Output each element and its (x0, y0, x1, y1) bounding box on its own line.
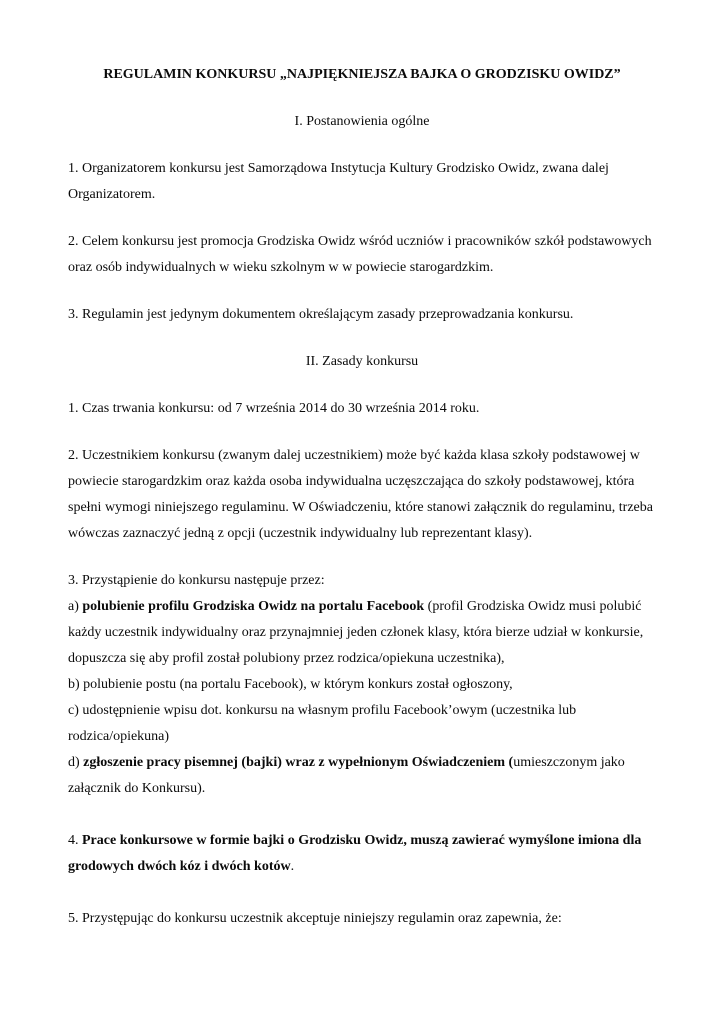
paragraph-s2-4-bold-text: Prace konkursowe w formie bajki o Grodzisku Owidz, muszą zawierać wymyślone imiona dla grodowych dwóch kóz i dwóch kotów (68, 833, 642, 874)
section-heading-1: I. Postanowienia ogólne (294, 114, 430, 129)
paragraph-s2-5: 5. Przystępując do konkursu uczestnik akceptuje niniejszy regulamin oraz zapewnia, że: (68, 911, 562, 926)
paragraph-s1-2: 2. Celem konkursu jest promocja Grodziska Owidz wśród uczniów i pracowników szkół podstawowych oraz osób indywidualnych w wieku szkolnym w w powiecie starogardzkim. (68, 234, 652, 275)
list-item-a-prefix: a) (68, 599, 83, 614)
paragraph-s1-3: 3. Regulamin jest jedynym dokumentem określającym zasady przeprowadzania konkursu. (68, 307, 574, 322)
list-item-a-bold-text: polubienie profilu Grodziska Owidz na portalu Facebook (82, 599, 425, 614)
paragraph-s2-4 (68, 828, 656, 880)
document-title: REGULAMIN KONKURSU „NAJPIĘKNIEJSZA BAJKA O GRODZISKU OWIDZ” (103, 67, 621, 82)
paragraph-s2-2: 2. Uczestnikiem konkursu (zwanym dalej uczestnikiem) może być każda klasa szkoły podstawowej w powiecie starogardzkim oraz każda osoba indywidualna uczęszczająca do szkoły podstawowej, która spełni wymogi niniejszego regulaminu. W Oświadczeniu, które stanowi załącznik do regulaminu, trzeba wówczas zaznaczyć jedną z opcji (uczestnik indywidualny lub reprezentant klasy). (68, 448, 653, 541)
list-item-d (68, 750, 656, 802)
paragraph-s1-1: 1. Organizatorem konkursu jest Samorządowa Instytucja Kultury Grodzisko Owidz, zwana dalej Organizatorem. (68, 161, 609, 202)
list-item-d-prefix: d) (68, 755, 84, 770)
list-item-d-rest-text: umieszczonym jako załącznik do Konkursu). (68, 755, 625, 796)
paragraph-s2-4-suffix: . (290, 859, 295, 874)
paragraph-s2-3-intro: 3. Przystąpienie do konkursu następuje przez: (68, 573, 325, 588)
list-item-a (68, 594, 656, 672)
section-heading-2: II. Zasady konkursu (305, 354, 419, 369)
list-item-b: b) polubienie postu (na portalu Facebook), w którym konkurs został ogłoszony, (68, 677, 513, 692)
list-item-d-bold-text: zgłoszenie pracy pisemnej (bajki) wraz z wypełnionym Oświadczeniem ( (83, 755, 514, 770)
paragraph-s2-4-number: 4. (68, 833, 82, 848)
paragraph-s2-1: 1. Czas trwania konkursu: od 7 września 2014 do 30 września 2014 roku. (68, 401, 480, 416)
list-item-a-rest-text: (profil Grodziska Owidz musi polubić każdy uczestnik indywidualny oraz przynajmniej jeden członek klasy, która bierze udział w konkursie, dopuszcza się aby profil został polubiony przez rodzica/opiekuna uczestnika), (68, 599, 644, 666)
list-item-c: c) udostępnienie wpisu dot. konkursu na własnym profilu Facebook’owym (uczestnika lub rodzica/opiekuna) (68, 703, 577, 744)
